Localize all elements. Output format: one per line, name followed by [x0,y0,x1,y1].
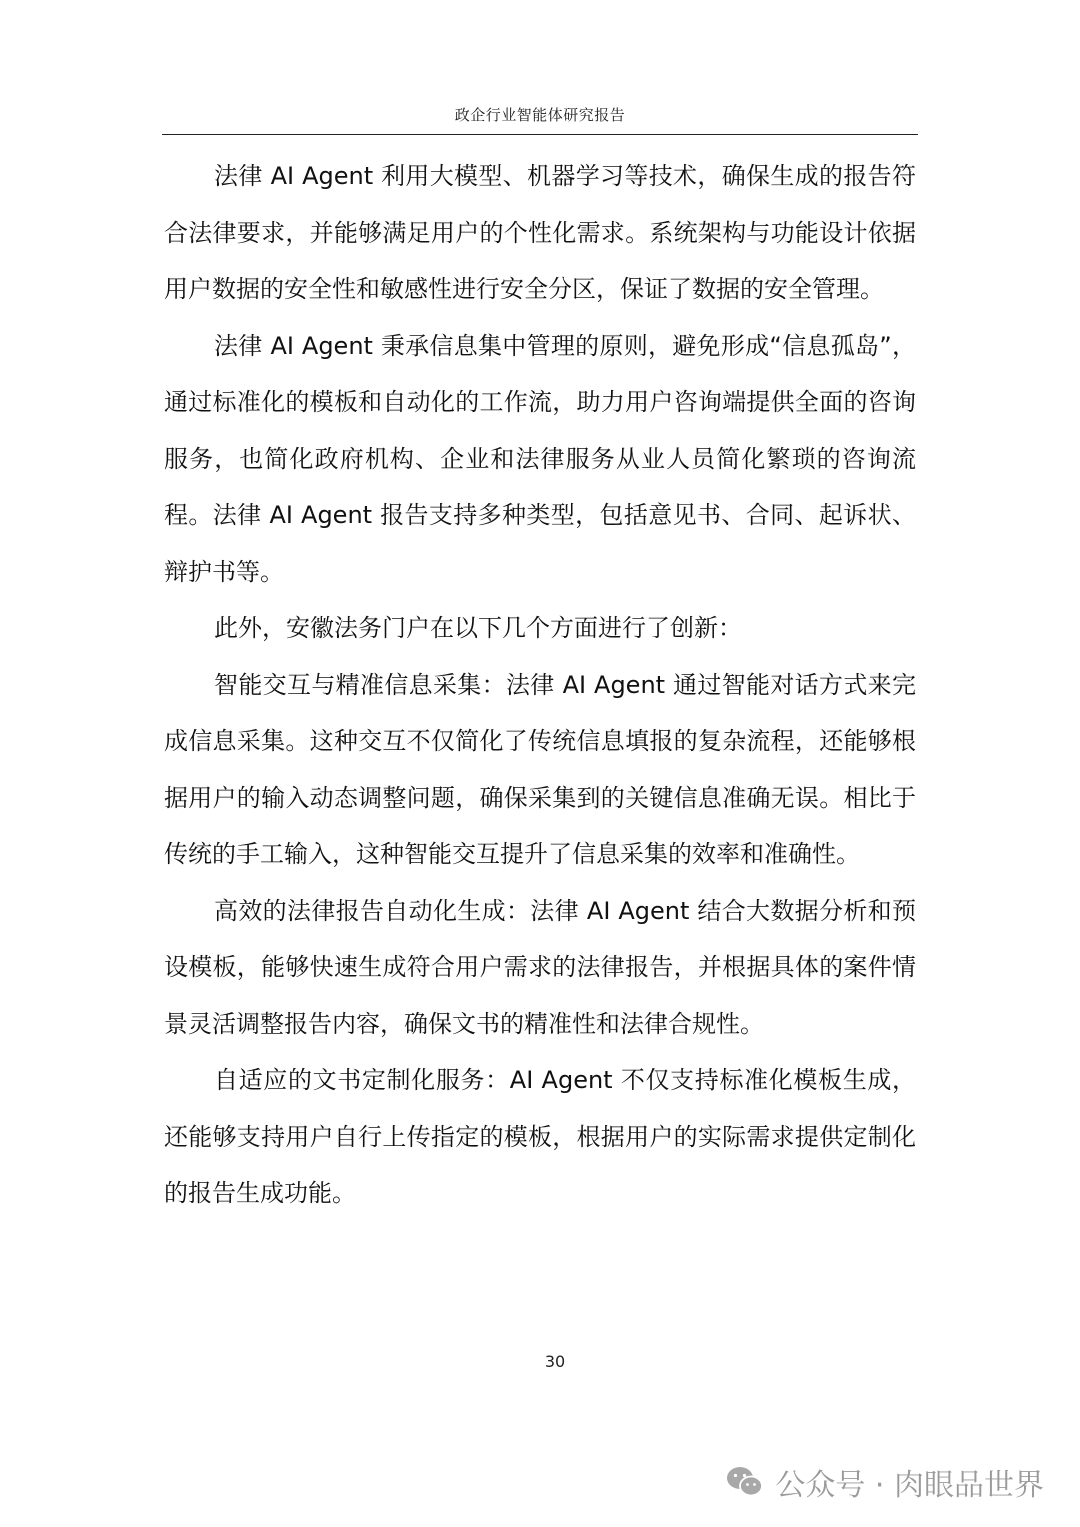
wechat-icon [725,1465,765,1499]
paragraph-2: 法律 AI Agent 秉承信息集中管理的原则，避免形成“信息孤岛”，通过标准化的模板和自动化的工作流，助力用户咨询端提供全面的咨询服务，也简化政府机构、企业和法律服务从业人员简化繁琐的咨询流程。法律 AI Agent 报告支持多种类型，包括意见书、合同、起诉状、辩护书等。 [164,331,916,586]
header-divider [162,134,918,135]
paragraph-6: 自适应的文书定制化服务：AI Agent 不仅支持标准化模板生成，还能够支持用户自行上传指定的模板，根据用户的实际需求提供定制化的报告生成功能。 [164,1066,916,1207]
page-number: 30 [544,1352,566,1371]
document-body [164,148,916,1222]
paragraph-5: 高效的法律报告自动化生成：法律 AI Agent 结合大数据分析和预设模板，能够快速生成符合用户需求的法律报告，并根据具体的案件情景灵活调整报告内容，确保文书的精准性和法律合规性。 [164,896,916,1038]
watermark-text: 公众号 · 肉眼品世界 [775,1468,1044,1503]
paragraph-4: 智能交互与精准信息采集：法律 AI Agent 通过智能对话方式来完成信息采集。这种交互不仅简化了传统信息填报的复杂流程，还能够根据用户的输入动态调整问题，确保采集到的关键信息准确无误。相比于传统的手工输入，这种智能交互提升了信息采集的效率和准确性。 [164,670,916,868]
paragraph-1: 法律 AI Agent 利用大模型、机器学习等技术，确保生成的报告符合法律要求，并能够满足用户的个性化需求。系统架构与功能设计依据用户数据的安全性和敏感性进行安全分区，保证了数据的安全管理。 [164,162,916,303]
page-header-title: 政企行业智能体研究报告 [454,106,626,124]
paragraph-3: 此外，安徽法务门户在以下几个方面进行了创新： [214,614,742,642]
watermark [725,1460,1044,1504]
